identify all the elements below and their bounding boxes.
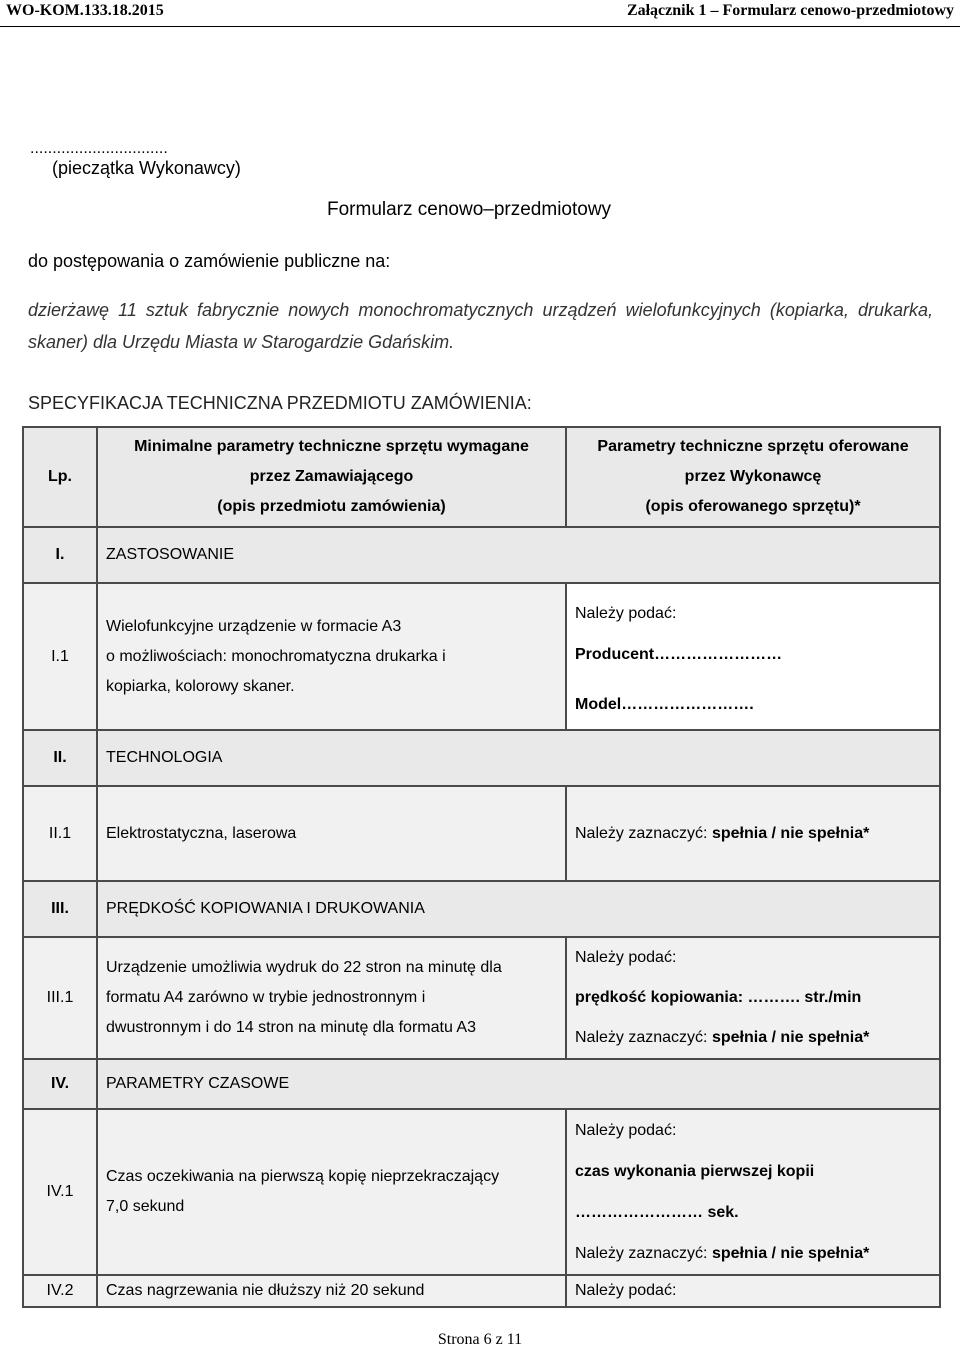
compliance-choice[interactable]: spełnia / nie spełnia* [711, 824, 870, 842]
section-row [23, 1059, 940, 1109]
col-header-min-line: Minimalne parametry techniczne sprzętu wymagane [134, 438, 529, 455]
row-description: Elektrostatyczna, laserowa [97, 786, 566, 881]
offer-cell [566, 1109, 940, 1275]
procedure-label: do postępowania o zamówienie publiczne na: [28, 251, 391, 271]
table-row [23, 1275, 940, 1307]
document-reference: WO-KOM.133.18.2015 [6, 2, 164, 19]
col-header-min-line: (opis przedmiotu zamówienia) [217, 498, 446, 515]
mark-label: Należy zaznaczyć: [575, 1029, 708, 1046]
table-row [23, 1109, 940, 1275]
offer-cell: Należy podać: [566, 1275, 940, 1307]
section-number: III. [23, 881, 97, 937]
model-field[interactable]: Model……………………. [575, 695, 754, 713]
producer-field[interactable]: Producent…………………… [575, 645, 783, 663]
offer-cell [566, 583, 940, 730]
compliance-choice[interactable]: spełnia / nie spełnia* [711, 1245, 870, 1262]
offer-label: Należy podać: [575, 604, 677, 622]
page-header [0, 0, 960, 27]
row-description [97, 583, 566, 730]
row-description: Czas nagrzewania nie dłuższy niż 20 sekund [97, 1275, 566, 1307]
row-number: III.1 [23, 937, 97, 1059]
section-title: PRĘDKOŚĆ KOPIOWANIA I DRUKOWANIA [97, 881, 940, 937]
offer-cell [566, 786, 940, 881]
description-line: formatu A4 zarówno w trybie jednostronnym i [106, 989, 426, 1006]
stamp-dots: ............................... [30, 140, 168, 157]
col-header-offer-line: przez Wykonawcę [684, 468, 822, 485]
description-line: Urządzenie umożliwia wydruk do 22 stron na minutę dla [106, 959, 502, 976]
mark-line [575, 1233, 931, 1274]
description-line: o możliwościach: monochromatyczna drukarka i [106, 647, 446, 665]
speed-field[interactable]: prędkość kopiowania: ………. str./min [575, 989, 862, 1006]
section-row [23, 730, 940, 786]
offer-label: Należy podać: [575, 949, 677, 966]
section-number: I. [23, 527, 97, 583]
compliance-choice[interactable]: spełnia / nie spełnia* [711, 1029, 870, 1046]
attachment-title: Załącznik 1 – Formularz cenowo-przedmiotowy [626, 2, 954, 19]
section-title: TECHNOLOGIA [97, 730, 940, 786]
offer-cell [566, 937, 940, 1059]
procurement-subject: dzierżawę 11 sztuk fabrycznie nowych monochromatycznych urządzeń wielofunkcyjnych (kopiarka, drukarka, skaner) dla Urzędu Miasta w Starogardzie Gdańskim. [28, 300, 933, 352]
row-number: I.1 [23, 583, 97, 730]
mark-line [575, 1018, 931, 1058]
description-line: 7,0 sekund [106, 1198, 185, 1215]
section-row [23, 881, 940, 937]
row-number: IV.1 [23, 1109, 97, 1275]
table-header-row [23, 427, 940, 527]
offer-label: Należy podać: [575, 1122, 677, 1139]
description-line: dwustronnym i do 14 stron na minutę dla formatu A3 [106, 1019, 476, 1036]
mark-label: Należy zaznaczyć: [575, 824, 708, 842]
col-header-min-line: przez Zamawiającego [249, 468, 414, 485]
form-title: Formularz cenowo–przedmiotowy [327, 199, 612, 220]
col-header-offer-line: (opis oferowanego sprzętu)* [645, 498, 861, 515]
first-copy-time-field[interactable]: …………………… sek. [575, 1204, 739, 1221]
description-line: Wielofunkcyjne urządzenie w formacie A3 [106, 617, 402, 635]
mark-label: Należy zaznaczyć: [575, 1245, 708, 1262]
col-header-offer-line: Parametry techniczne sprzętu oferowane [597, 438, 909, 455]
col-header-lp: Lp. [23, 427, 97, 527]
stamp-label: (pieczątka Wykonawcy) [52, 158, 241, 178]
description-line: kopiarka, kolorowy skaner. [106, 677, 295, 695]
first-copy-time-label: czas wykonania pierwszej kopii [575, 1163, 815, 1180]
row-description [97, 1109, 566, 1275]
section-number: II. [23, 730, 97, 786]
row-number: II.1 [23, 786, 97, 881]
description-line: Czas oczekiwania na pierwszą kopię nieprzekraczający [106, 1168, 500, 1185]
table-row [23, 583, 940, 730]
table-row [23, 786, 940, 881]
page-number: Strona 6 z 11 [437, 1331, 523, 1348]
col-header-offer-params [566, 427, 940, 527]
row-number: IV.2 [23, 1275, 97, 1307]
spec-heading: SPECYFIKACJA TECHNICZNA PRZEDMIOTU ZAMÓWIENIA: [28, 393, 532, 413]
col-header-min-params [97, 427, 566, 527]
row-description [97, 937, 566, 1059]
section-title: PARAMETRY CZASOWE [97, 1059, 940, 1109]
section-number: IV. [23, 1059, 97, 1109]
section-title: ZASTOSOWANIE [97, 527, 940, 583]
table-row [23, 937, 940, 1059]
specification-table [22, 426, 941, 1308]
section-row [23, 527, 940, 583]
